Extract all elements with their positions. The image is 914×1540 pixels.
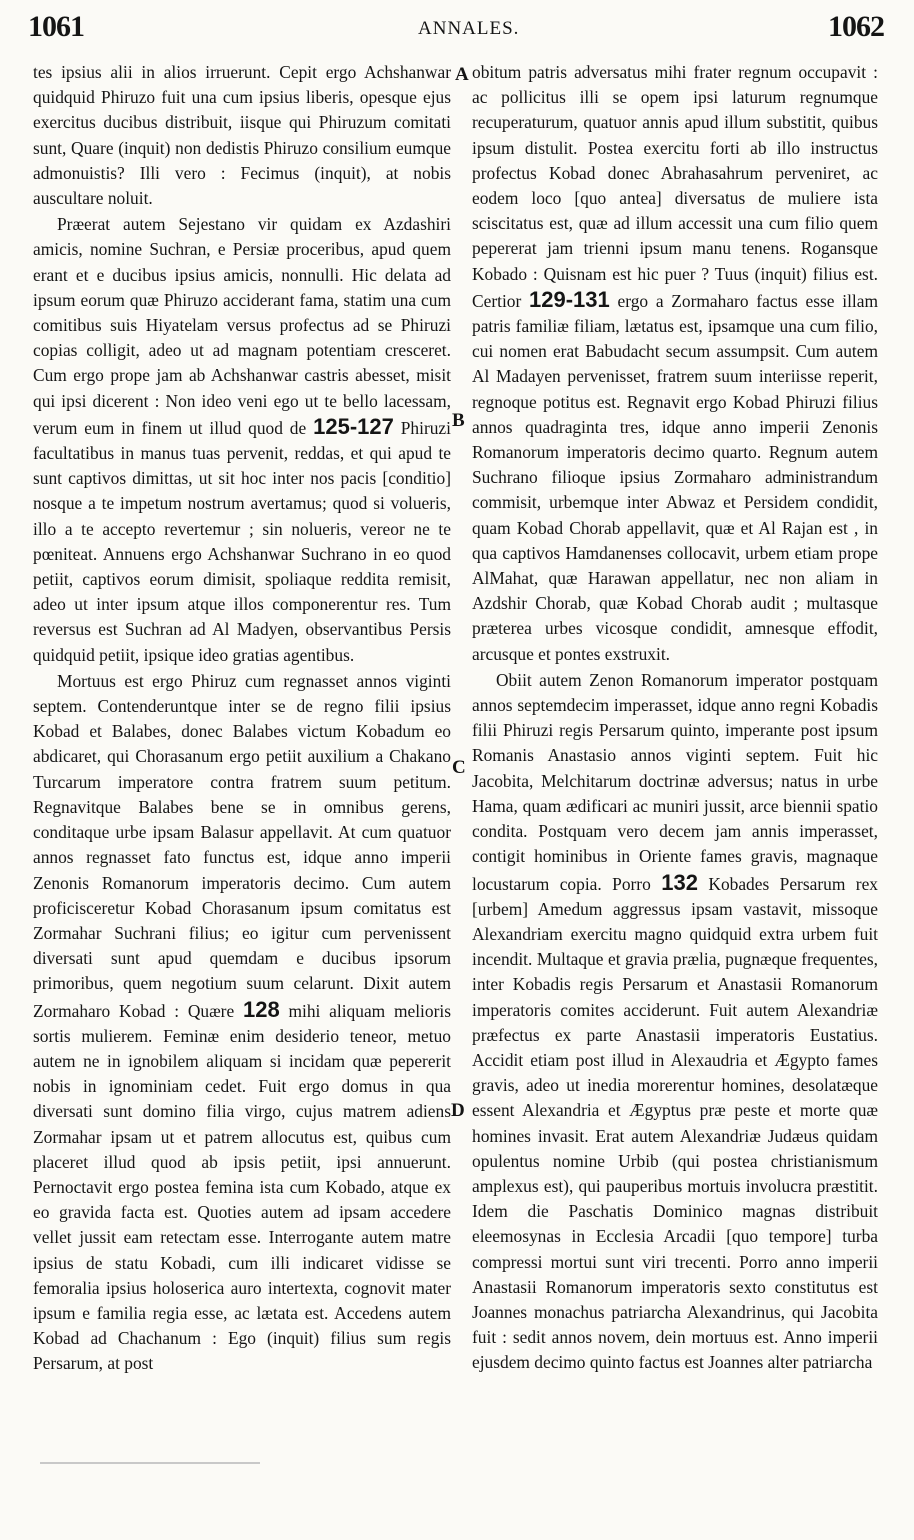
paragraph-text: Kobades Persarum rex [urbem] Amedum aggressus ipsam vastavit, missoque Alexandriam exercitu magno quidquid extra urbem fuit incendit. Multaque et gravia prælia, pugnæque frequentes, inter Kobadis regis Persarum et Anastasii Romanorum imperatoris comites acciderunt. Fuit autem Alexandriæ præfectus ex parte Anastasii imperatoris Eustatius. Accidit etiam post illud in Alexaudria et Ægypto fames gravis, adeo ut inedia morerentur homines, desolatæque essent Alexandria et Ægyptus præ peste et morte quæ homines invasit. Erat autem Alexandriæ Judæus quidam opulentus nomine Urbib (qui postea christianismum amplexus est), qui pauperibus mortuis involucra præstitit. Idem die Paschatis Dominico magnas distribuit eleemosynas in Ecclesia Arcadii [quo tempore] turba compressi mortui sunt viri trecenti. Porro anno imperii Anastasii Romanorum imperatoris sexto constitutus est Joannes monachus patriarcha Alexandrinus, qui Jacobita fuit : sedit annos novem, dein mortuus est. Anno imperii ejusdem decimo quinto factus est Joannes alter patriarcha	[472, 873, 878, 1373]
margin-letter-a: A	[455, 64, 469, 85]
left-column	[33, 60, 451, 1377]
chapter-number: 132	[661, 869, 698, 895]
paragraph	[472, 60, 878, 667]
chapter-number: 129-131	[529, 286, 610, 312]
footer-rule	[40, 1462, 260, 1464]
running-title: ANNALES.	[418, 18, 520, 39]
page-header	[28, 4, 884, 44]
paragraph: tes ipsius alii in alios irruerunt. Cepit ergo Achshanwar quidquid Phiruzo fuit una cum ipsius liberis, opesque ejus exercitus ducibus distribuit, iisque qui Phiruzum comitati sunt, Quare (inquit) non dedistis Phiruzo consilium eumque admonuistis? Illi vero : Fecimus (inquit), at nobis auscultare noluit.	[33, 62, 451, 209]
paragraph-text: obitum patris adversatus mihi frater regnum occupavit : ac pollicitus illi se opem ipsi laturum regnumque recuperaturum, quatuor annis apud illum substitit, quibus ipsum distulit. Postea exercitu forti ab illo instructus profectus Kobad donec Abrahasahrum perveniret, ac eodem loco [quo antea] diversatus de muliere ista sciscitatus est, quæ ad illum accessit una cum filio quem pepererat jam trienni ipsum manu tenens. Rogansque Kobado : Quisnam est hic puer ? Tuus (inquit) filius est. Certior	[472, 62, 878, 311]
paragraph-text: ergo a Zormaharo factus esse illam patris familiæ filiam, lætatus est, ipsamque una cum filio, cui nomen erat Babudacht secum assumpsit. Cum autem Al Madayen pervenisset, fratrem suum interiisse reperit, regnoque potitus est. Regnavit ergo Kobad Phiruzi filius annos quadraginta tres, idque anno imperii Zenonis Romanorum imperatoris decimo quarto. Regnum autem Suchrano filioque ipsius Zormaharo administrandum commisit, urbemque inter Abwaz et Persidem condidit, quam Kobad Chorab appellavit, quæ et Al Rajan est , in qua captivos Hamdanenses collocavit, urbem etiam prope AlMahat, quæ Harawan appellatur, nec non aliam in Azdshir Chorab, quæ Kobad Chorab audit ; multasque præterea urbes vicosque condidit, amnesque effodit, arcusque et pontes exstruxit.	[472, 290, 878, 664]
paragraph-text: Obiit autem Zenon Romanorum imperator postquam annos septemdecim imperasset, idque anno regni Kobadis filii Phiruzi regis Persarum quinto, imperante post ipsum Romanis Anastasio annos viginti septem. Fuit hic Jacobita, Melchitarum doctrinæ adversus; natus in urbe Hama, quam ædificari ac muniri jussit, arce biennii spatio condita. Postquam vero decem jam annis imperasset, contigit hominibus in Oriente fames gravis, magnaque locustarum copia. Porro	[472, 669, 878, 894]
margin-letter-c: C	[452, 757, 466, 778]
paragraph-text: Præerat autem Sejestano vir quidam ex Azdashiri amicis, nomine Suchran, e Persiæ proceribus, apud quem erant et e ducibus ipsius amicis, nonnulli. Hic delata ad ipsum eorum quæ Phiruzo acciderant fama, statim una cum comitibus suis Hiyatelam versus profectus ad se Phiruzi copias colligit, adeo ut ad magnam potentiam cresceret. Cum ergo prope jam ab Achshanwar castris abesset, misit qui ipsi dicerent : Non ideo veni ego ut te bello lacessam, verum eum in finem ut illud quod de	[33, 214, 451, 438]
paragraph-text: mihi aliquam melioris sortis mulierem. Feminæ enim desiderio teneor, metuo autem ne in ignobilem aliquam si incidam quæ pepererit nobis in ignominiam cedet. Fuit ergo domus in qua diversati sunt domino filia virgo, cujus matrem adiens Zormahar ipsam ut et patrem allocutus est, quibus cum placeret illud quod ab ipsis petiit, ipsi annuerunt. Pernoctavit ergo postea femina ista cum Kobado, atque ex eo gravida facta est. Quoties autem ad ipsam accedere vellet jussit eam retectam esse. Interrogante autem matre ipsius de statu Kobadi, cum illi indicaret vidisse se femoralia ipsius holoserica auro intertexta, cognovit mater ipsum e familia regia esse, ac lætata est. Accedens autem Kobad ad Chachanum : Ego (inquit) filius sum regis Persarum, at post	[33, 1000, 451, 1374]
left-page-number: 1061	[28, 10, 84, 43]
chapter-number: 125-127	[313, 413, 394, 439]
paragraph	[472, 668, 878, 1376]
paragraph	[33, 669, 451, 1377]
chapter-number: 128	[242, 996, 280, 1022]
paragraph-text: Phiruzi facultatibus in manus tuas pervenit, reddas, et qui apud te sunt captivos dimittas, ut sit hoc inter nos pacis [conditio] nosque a te impetum nostrum avertamus; quod si volueris, illo a te accepto revertemur ; sin nolueris, vereor ne te pœniteat. Annuens ergo Achshanwar Suchrano in eo quod petiit, captivos eorum dimisit, spoliaque reddita remisit, adeo ut inter ipsum atque illos componerentur res. Tum reversus est Suchran ad Al Madyen, observantibus Persis quidquid petiit, ipsique ideo gratias agentibus.	[33, 417, 451, 665]
paragraph	[33, 212, 451, 668]
right-column	[472, 60, 878, 1376]
margin-letter-d: D	[451, 1100, 465, 1121]
margin-letter-b: B	[452, 410, 465, 431]
right-page-number: 1062	[828, 10, 884, 43]
paragraph-text: Mortuus est ergo Phiruz cum regnasset annos viginti septem. Contenderuntque inter se de regno filii ipsius Kobad et Balabes, donec Balabes victum Kobadum eo abdicaret, qui Chorasanum ergo petiit auxilium a Chakano Turcarum imperatore contra fratrem suum petitum. Regnavitque Balabes bene se in omnibus gerens, conditaque urbe ipsam Balasur appellavit. At cum quatuor annos regnasset fato functus est, idque anno imperii Zenonis Romanorum imperatoris decimo. Cum autem proficisceretur Kobad Chorasanum ipsum comitatus est Zormahar Suchrani filius; eo igitur cum pervenissent diversati sunt apud quemdam e ducibus ipsorum primoribus, quem negotium suum celarunt. Dixit autem Zormaharo Kobad : Quære	[33, 670, 451, 1021]
